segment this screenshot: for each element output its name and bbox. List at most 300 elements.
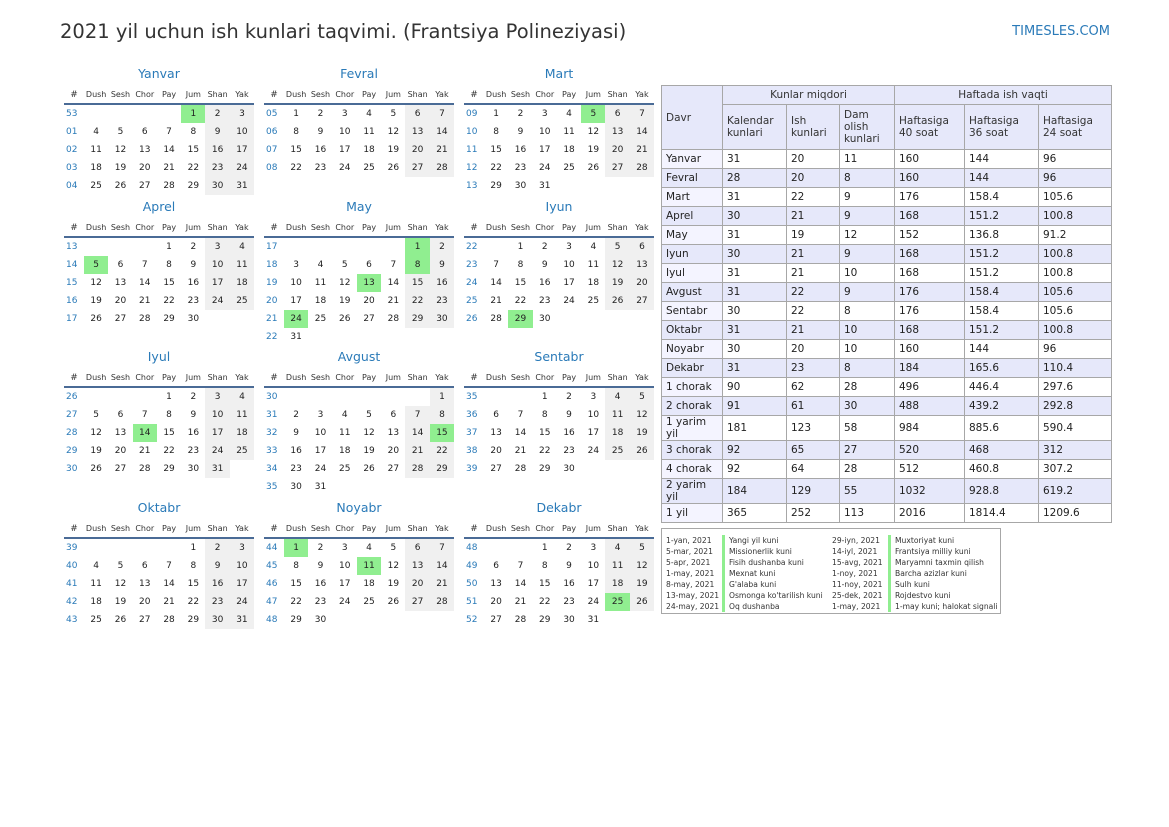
stats-row: [662, 378, 1112, 397]
weekday-header: Shan: [205, 519, 229, 539]
stats-value: 520: [895, 441, 965, 460]
day-cell: 29: [539, 615, 551, 625]
day-cell: 5: [341, 260, 348, 270]
empty-day-cell: [508, 539, 532, 557]
day-cell: 7: [166, 127, 172, 137]
stats-col-header: Kalendar kunlari: [723, 105, 787, 150]
stats-period-label: Noyabr: [662, 340, 723, 359]
empty-day-cell: [405, 478, 429, 496]
day-cell: 14: [514, 579, 527, 589]
empty-day-cell: [157, 539, 181, 557]
stats-period-label: 2 yarim yil: [662, 479, 723, 504]
stats-value: 176: [895, 188, 965, 207]
day-cell: 20: [114, 446, 127, 456]
holiday-day-cell: 5: [84, 256, 108, 274]
day-cell: 24: [314, 464, 327, 474]
day-cell: 11: [314, 278, 327, 288]
day-cell: 7: [430, 539, 454, 557]
day-cell: 26: [363, 464, 375, 474]
stats-value: 62: [787, 378, 840, 397]
weekday-header: Shan: [405, 368, 429, 388]
stats-value: 158.4: [965, 283, 1039, 302]
week-number: 17: [66, 314, 78, 324]
day-cell: 3: [230, 105, 254, 123]
weekday-header: Yak: [430, 368, 454, 388]
day-cell: 31: [587, 615, 600, 625]
day-cell: 31: [290, 332, 302, 342]
holiday-name: Missionerlik kuni: [722, 546, 792, 557]
stats-period-label: Iyul: [662, 264, 723, 283]
day-cell: 23: [314, 597, 327, 607]
day-cell: 15: [514, 278, 527, 288]
empty-day-cell: [284, 388, 308, 406]
day-cell: 28: [490, 314, 502, 324]
month-days-grid: [64, 218, 254, 328]
empty-day-cell: [381, 238, 405, 256]
day-cell: 18: [314, 296, 327, 306]
stats-value: 30: [723, 340, 787, 359]
month-days-grid: [264, 85, 454, 177]
day-cell: 14: [387, 278, 400, 288]
day-cell: 8: [293, 127, 300, 137]
week-number: 11: [466, 145, 478, 155]
month-fevral: [264, 63, 454, 177]
day-cell: 9: [293, 428, 300, 438]
week-number: 33: [266, 446, 278, 456]
day-cell: 24: [205, 292, 229, 310]
weekday-header: Jum: [181, 519, 205, 539]
site-link[interactable]: TIMESLES.COM: [1012, 24, 1110, 39]
day-cell: 31: [230, 611, 254, 629]
holiday-date: 1-noy, 2021: [832, 569, 878, 578]
weekday-header: Pay: [557, 519, 581, 539]
weekday-header: Pay: [157, 368, 181, 388]
holiday-entry: [828, 535, 998, 546]
empty-day-cell: [333, 328, 357, 346]
stats-row: [662, 479, 1112, 504]
day-cell: 31: [230, 177, 254, 195]
stats-value: 21: [787, 207, 840, 226]
day-cell: 13: [405, 123, 429, 141]
day-cell: 19: [363, 446, 375, 456]
week-number: 29: [66, 446, 78, 456]
weekday-header: Yak: [630, 85, 654, 105]
weekday-header: Jum: [381, 85, 405, 105]
day-cell: 3: [590, 543, 597, 553]
stats-value: 176: [895, 302, 965, 321]
stats-value: 21: [787, 321, 840, 340]
holiday-name: Frantsiya milliy kuni: [888, 546, 971, 557]
day-cell: 29: [187, 181, 200, 191]
holiday-entry: [662, 546, 823, 557]
empty-day-cell: [333, 611, 357, 629]
day-cell: 19: [630, 424, 654, 442]
day-cell: 2: [517, 109, 524, 119]
weekday-header: Pay: [557, 218, 581, 238]
stats-value: 168: [895, 207, 965, 226]
day-cell: 18: [563, 145, 575, 155]
day-cell: 24: [587, 597, 600, 607]
week-number: 47: [266, 597, 278, 607]
weekday-header: Chor: [533, 519, 557, 539]
stats-value: 30: [723, 207, 787, 226]
day-cell: 11: [605, 557, 629, 575]
stats-row: [662, 441, 1112, 460]
day-cell: 24: [205, 442, 229, 460]
day-cell: 15: [187, 145, 200, 155]
day-cell: 12: [363, 428, 375, 438]
week-number: 27: [66, 410, 78, 420]
weekday-header: Shan: [605, 368, 629, 388]
holiday-day-cell: 29: [508, 310, 532, 328]
week-number: 40: [66, 561, 78, 571]
stats-row: [662, 340, 1112, 359]
day-cell: 25: [605, 442, 629, 460]
weekday-header: Yak: [630, 368, 654, 388]
day-cell: 30: [205, 177, 229, 195]
day-cell: 24: [230, 159, 254, 177]
stats-period-label: 1 chorak: [662, 378, 723, 397]
holiday-entry: [662, 535, 823, 546]
stats-value: 619.2: [1039, 479, 1112, 504]
stats-value: 297.6: [1039, 378, 1112, 397]
day-cell: 18: [90, 597, 102, 607]
month-avgust: [264, 346, 454, 496]
day-cell: 24: [230, 593, 254, 611]
day-cell: 23: [187, 446, 200, 456]
holiday-date: 29-iyn, 2021: [832, 536, 880, 545]
month-name: Aprel: [142, 199, 176, 214]
weekday-header: Dush: [284, 218, 308, 238]
week-number: 25: [466, 296, 478, 306]
stats-value: 19: [787, 226, 840, 245]
stats-value: 488: [895, 397, 965, 416]
day-cell: 11: [90, 579, 102, 589]
day-cell: 14: [430, 557, 454, 575]
day-cell: 11: [363, 127, 375, 137]
day-cell: 9: [430, 256, 454, 274]
holiday-day-cell: 1: [181, 105, 205, 123]
empty-day-cell: [333, 478, 357, 496]
day-cell: 26: [339, 314, 351, 324]
stats-value: 129: [787, 479, 840, 504]
day-cell: 17: [339, 145, 351, 155]
month-name: May: [346, 199, 372, 214]
week-number: 53: [66, 109, 78, 119]
day-cell: 9: [566, 561, 572, 571]
day-cell: 14: [139, 278, 151, 288]
day-cell: 7: [430, 105, 454, 123]
stats-period-label: 1 yarim yil: [662, 416, 723, 441]
day-cell: 21: [514, 446, 527, 456]
week-number: 26: [466, 314, 478, 324]
stats-value: 30: [723, 245, 787, 264]
empty-day-cell: [484, 539, 508, 557]
day-cell: 5: [390, 109, 397, 119]
day-cell: 10: [339, 127, 351, 137]
holiday-day-cell: 1: [284, 539, 308, 557]
stats-row: [662, 245, 1112, 264]
stats-value: 160: [895, 150, 965, 169]
day-cell: 1: [166, 242, 172, 252]
week-number: 03: [66, 163, 78, 173]
week-number: 50: [466, 579, 478, 589]
day-cell: 24: [563, 296, 575, 306]
day-cell: 28: [163, 615, 175, 625]
weekday-header: Shan: [605, 519, 629, 539]
stats-value: 21: [787, 264, 840, 283]
weekday-header: Chor: [533, 368, 557, 388]
empty-day-cell: [630, 460, 654, 478]
weekday-header: Dush: [284, 368, 308, 388]
weekday-header: Jum: [381, 368, 405, 388]
week-number: 32: [266, 428, 278, 438]
month-iyun: [464, 196, 654, 328]
stats-value: 1209.6: [1039, 504, 1112, 523]
stats-value: 22: [787, 188, 840, 207]
stats-row: [662, 207, 1112, 226]
day-cell: 6: [605, 105, 629, 123]
day-cell: 16: [187, 428, 200, 438]
stats-value: 151.2: [965, 207, 1039, 226]
stats-value: 168: [895, 321, 965, 340]
day-cell: 27: [405, 159, 429, 177]
day-cell: 14: [163, 579, 175, 589]
day-cell: 29: [290, 615, 302, 625]
day-cell: 26: [630, 442, 654, 460]
week-number: 09: [466, 109, 478, 119]
day-cell: 12: [90, 428, 102, 438]
day-cell: 26: [587, 163, 600, 173]
empty-day-cell: [133, 388, 157, 406]
day-cell: 28: [630, 159, 654, 177]
stats-value: 105.6: [1039, 283, 1112, 302]
day-cell: 25: [230, 442, 254, 460]
day-cell: 16: [563, 428, 575, 438]
day-cell: 16: [539, 278, 551, 288]
empty-day-cell: [133, 238, 157, 256]
stats-value: 21: [787, 245, 840, 264]
week-number-header: #: [464, 85, 484, 105]
day-cell: 14: [630, 123, 654, 141]
stats-period-label: Fevral: [662, 169, 723, 188]
day-cell: 20: [490, 446, 502, 456]
day-cell: 17: [230, 575, 254, 593]
day-cell: 4: [590, 242, 597, 252]
day-cell: 19: [605, 274, 629, 292]
day-cell: 20: [387, 446, 400, 456]
day-cell: 21: [387, 296, 400, 306]
empty-day-cell: [84, 539, 108, 557]
weekday-header: Dush: [284, 519, 308, 539]
day-cell: 5: [630, 388, 654, 406]
day-cell: 29: [163, 314, 175, 324]
day-cell: 19: [387, 145, 400, 155]
stats-row: [662, 504, 1112, 523]
weekday-header: Sesh: [108, 218, 132, 238]
empty-day-cell: [230, 310, 254, 328]
day-cell: 27: [405, 593, 429, 611]
day-cell: 10: [230, 557, 254, 575]
day-cell: 24: [339, 597, 351, 607]
stats-value: 91: [723, 397, 787, 416]
stats-value: 31: [723, 359, 787, 378]
month-days-grid: [464, 368, 654, 478]
empty-day-cell: [508, 388, 532, 406]
day-cell: 12: [114, 145, 127, 155]
day-cell: 17: [205, 274, 229, 292]
day-cell: 12: [339, 278, 351, 288]
empty-day-cell: [581, 177, 605, 195]
day-cell: 12: [630, 406, 654, 424]
day-cell: 13: [114, 278, 127, 288]
stats-value: 27: [840, 441, 895, 460]
stats-value: 22: [787, 283, 840, 302]
stats-col-header: Haftasiga 24 soat: [1039, 105, 1112, 150]
stats-period-label: 3 chorak: [662, 441, 723, 460]
week-number: 48: [266, 615, 278, 625]
stats-value: 100.8: [1039, 321, 1112, 340]
day-cell: 28: [514, 615, 527, 625]
stats-value: 168: [895, 264, 965, 283]
day-cell: 13: [490, 579, 502, 589]
month-name: Avgust: [337, 349, 381, 364]
week-number: 38: [466, 446, 478, 456]
holiday-name: Mexnat kuni: [722, 568, 775, 579]
holiday-date: 5-apr, 2021: [666, 558, 711, 567]
stats-value: 151.2: [965, 245, 1039, 264]
holiday-entry: [662, 601, 823, 612]
day-cell: 8: [430, 406, 454, 424]
holiday-name: Sulh kuni: [888, 579, 930, 590]
holiday-entry: [662, 579, 823, 590]
day-cell: 29: [163, 464, 175, 474]
holiday-date: 11-noy, 2021: [832, 580, 883, 589]
day-cell: 18: [587, 278, 600, 288]
day-cell: 1: [166, 392, 172, 402]
day-cell: 9: [566, 410, 572, 420]
empty-day-cell: [557, 177, 581, 195]
day-cell: 27: [490, 615, 502, 625]
week-number-header: #: [64, 519, 84, 539]
week-number-header: #: [264, 85, 284, 105]
day-cell: 17: [587, 579, 600, 589]
holiday-entry: [828, 568, 998, 579]
month-name: Noyabr: [336, 500, 382, 515]
stats-period-label: Yanvar: [662, 150, 723, 169]
day-cell: 10: [290, 278, 302, 288]
day-cell: 5: [630, 539, 654, 557]
day-cell: 19: [387, 579, 400, 589]
stats-period-label: 2 chorak: [662, 397, 723, 416]
day-cell: 23: [290, 464, 302, 474]
month-name: Dekabr: [536, 500, 582, 515]
stats-period-label: Aprel: [662, 207, 723, 226]
day-cell: 20: [363, 296, 375, 306]
holiday-day-cell: 24: [284, 310, 308, 328]
weekday-header: Yak: [230, 519, 254, 539]
stats-period-label: Sentabr: [662, 302, 723, 321]
empty-day-cell: [108, 238, 132, 256]
month-noyabr: [264, 497, 454, 629]
empty-day-cell: [284, 238, 308, 256]
weekday-header: Sesh: [508, 368, 532, 388]
day-cell: 26: [90, 464, 102, 474]
empty-day-cell: [557, 310, 581, 328]
day-cell: 17: [205, 424, 229, 442]
holiday-day-cell: 15: [430, 424, 454, 442]
weekday-header: Shan: [605, 218, 629, 238]
day-cell: 14: [490, 278, 502, 288]
day-cell: 7: [141, 410, 148, 420]
holiday-name: Barcha azizlar kuni: [888, 568, 967, 579]
weekday-header: Chor: [533, 218, 557, 238]
empty-day-cell: [357, 388, 381, 406]
day-cell: 4: [230, 388, 254, 406]
day-cell: 6: [405, 539, 429, 557]
day-cell: 30: [290, 482, 302, 492]
stats-value: 312: [1039, 441, 1112, 460]
day-cell: 23: [430, 292, 454, 310]
day-cell: 25: [563, 163, 575, 173]
stats-period-label: Iyun: [662, 245, 723, 264]
holiday-day-cell: 11: [357, 557, 381, 575]
day-cell: 16: [314, 145, 327, 155]
weekday-header: Dush: [84, 519, 108, 539]
day-cell: 10: [205, 256, 229, 274]
stats-value: 96: [1039, 340, 1112, 359]
day-cell: 17: [290, 296, 302, 306]
stats-value: 10: [840, 264, 895, 283]
day-cell: 21: [490, 296, 502, 306]
weekday-header: Dush: [284, 85, 308, 105]
day-cell: 21: [163, 597, 175, 607]
month-days-grid: [264, 218, 454, 346]
day-cell: 15: [187, 579, 200, 589]
stats-value: 165.6: [965, 359, 1039, 378]
week-number-header: #: [64, 218, 84, 238]
day-cell: 24: [339, 163, 351, 173]
day-cell: 4: [605, 539, 629, 557]
stats-value: 10: [840, 321, 895, 340]
stats-value: 10: [840, 340, 895, 359]
stats-value: 1814.4: [965, 504, 1039, 523]
stats-value: 92: [723, 460, 787, 479]
weekday-header: Shan: [205, 218, 229, 238]
day-cell: 30: [514, 181, 527, 191]
stats-period-label: Avgust: [662, 283, 723, 302]
week-number: 51: [466, 597, 478, 607]
day-cell: 5: [117, 127, 124, 137]
week-number: 15: [66, 278, 78, 288]
day-cell: 15: [405, 274, 429, 292]
day-cell: 24: [539, 163, 551, 173]
empty-day-cell: [381, 611, 405, 629]
stats-period-label: 1 yil: [662, 504, 723, 523]
day-cell: 15: [490, 145, 502, 155]
weekday-header: Dush: [84, 368, 108, 388]
weekday-header: Chor: [533, 85, 557, 105]
day-cell: 25: [339, 464, 351, 474]
week-number: 45: [266, 561, 278, 571]
week-number-header: #: [64, 85, 84, 105]
empty-day-cell: [357, 611, 381, 629]
holiday-name: Yangi yil kuni: [722, 535, 778, 546]
day-cell: 25: [587, 296, 600, 306]
day-cell: 26: [630, 593, 654, 611]
weekday-header: Sesh: [508, 519, 532, 539]
day-cell: 10: [563, 260, 575, 270]
